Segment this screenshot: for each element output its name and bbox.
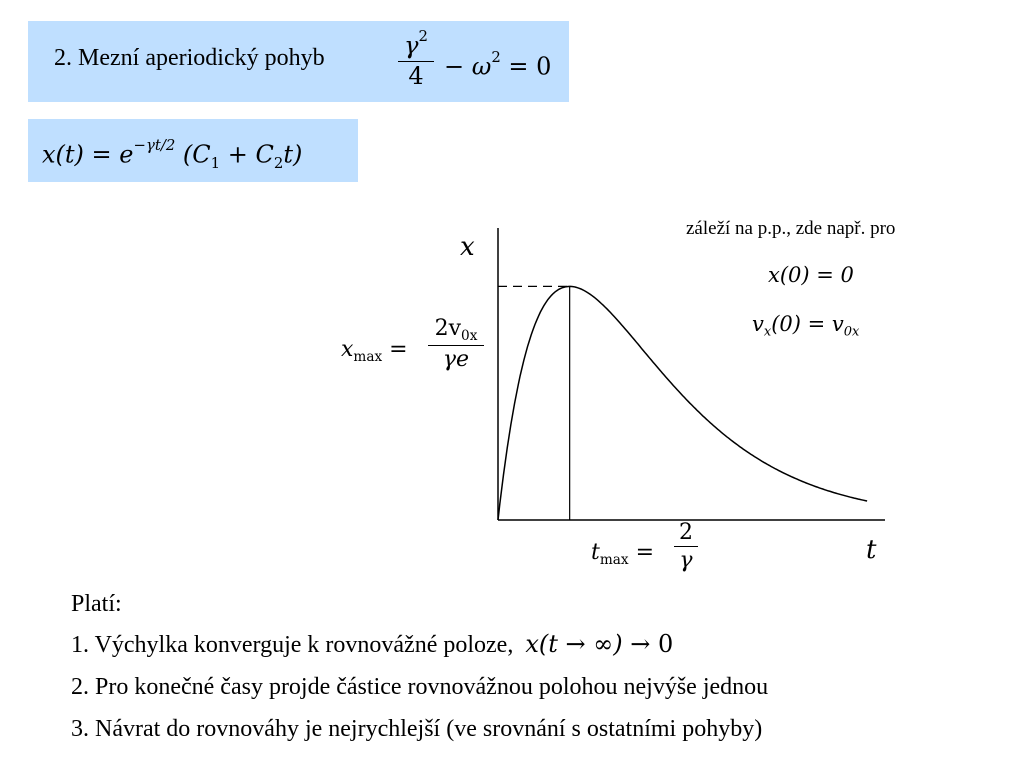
tmax-label	[591, 540, 654, 568]
y-axis-label: x	[460, 232, 475, 262]
x-axis-label: t	[866, 535, 877, 565]
xmax-numerator: 2v	[434, 316, 462, 341]
property-3: 3. Návrat do rovnováhy je nejrychlejší (ve srovnání s ostatními pohyby)	[71, 716, 763, 742]
property-2: 2. Pro konečné časy projde částice rovnovážnou polohou nejvýše jednou	[71, 674, 769, 700]
solution-close: t)	[283, 140, 303, 169]
xmax-label	[341, 337, 408, 365]
solution-c2: + C	[220, 140, 274, 169]
tmax-denominator: γ	[679, 548, 693, 574]
xmax-subscript: max	[353, 348, 383, 365]
slide-title: 2. Mezní aperiodický pohyb	[54, 45, 325, 71]
tmax-equals: =	[628, 540, 655, 565]
tmax-fraction	[674, 520, 698, 574]
xmax-fraction	[428, 316, 484, 373]
property-1-limit: x(t → ∞)	[525, 630, 623, 658]
solution-c1: (C	[175, 140, 211, 169]
condition-denominator: 4	[408, 62, 424, 91]
condition-omega: − ω	[444, 52, 492, 81]
solution-c2-index: 2	[273, 153, 284, 172]
solution-lhs: x(t) = e	[42, 140, 134, 169]
tmax-symbol: t	[591, 540, 600, 565]
solution-exponent: −γt/2	[133, 136, 176, 154]
condition-equals-zero: = 0	[500, 52, 552, 81]
ic-velocity-subscript-2: 0x	[843, 324, 860, 340]
ic-velocity-mid: (0) = v	[771, 312, 844, 336]
solution-c1-index: 1	[210, 153, 221, 172]
properties-heading: Platí:	[71, 591, 122, 617]
xmax-symbol: x	[341, 337, 354, 362]
tmax-numerator: 2	[679, 520, 693, 545]
property-1-limit-value: → 0	[622, 630, 674, 658]
condition-numerator: γ	[404, 31, 419, 60]
tmax-subscript: max	[599, 551, 629, 568]
condition-numerator-exponent: 2	[418, 27, 428, 45]
condition-omega-exponent: 2	[491, 48, 501, 66]
ic-velocity-symbol: v	[752, 312, 764, 336]
xmax-equals: =	[382, 337, 408, 362]
initial-conditions-note: záleží na p.p., zde např. pro	[686, 218, 896, 239]
initial-condition-velocity	[752, 312, 859, 340]
xmax-numerator-subscript: 0x	[461, 327, 478, 344]
property-1	[71, 630, 673, 659]
xmax-denominator: γe	[442, 347, 470, 373]
ic-velocity-subscript: x	[763, 324, 772, 340]
initial-condition-position: x(0) = 0	[768, 263, 854, 287]
property-1-text: 1. Výchylka konverguje k rovnovážné poloze,	[71, 632, 514, 658]
